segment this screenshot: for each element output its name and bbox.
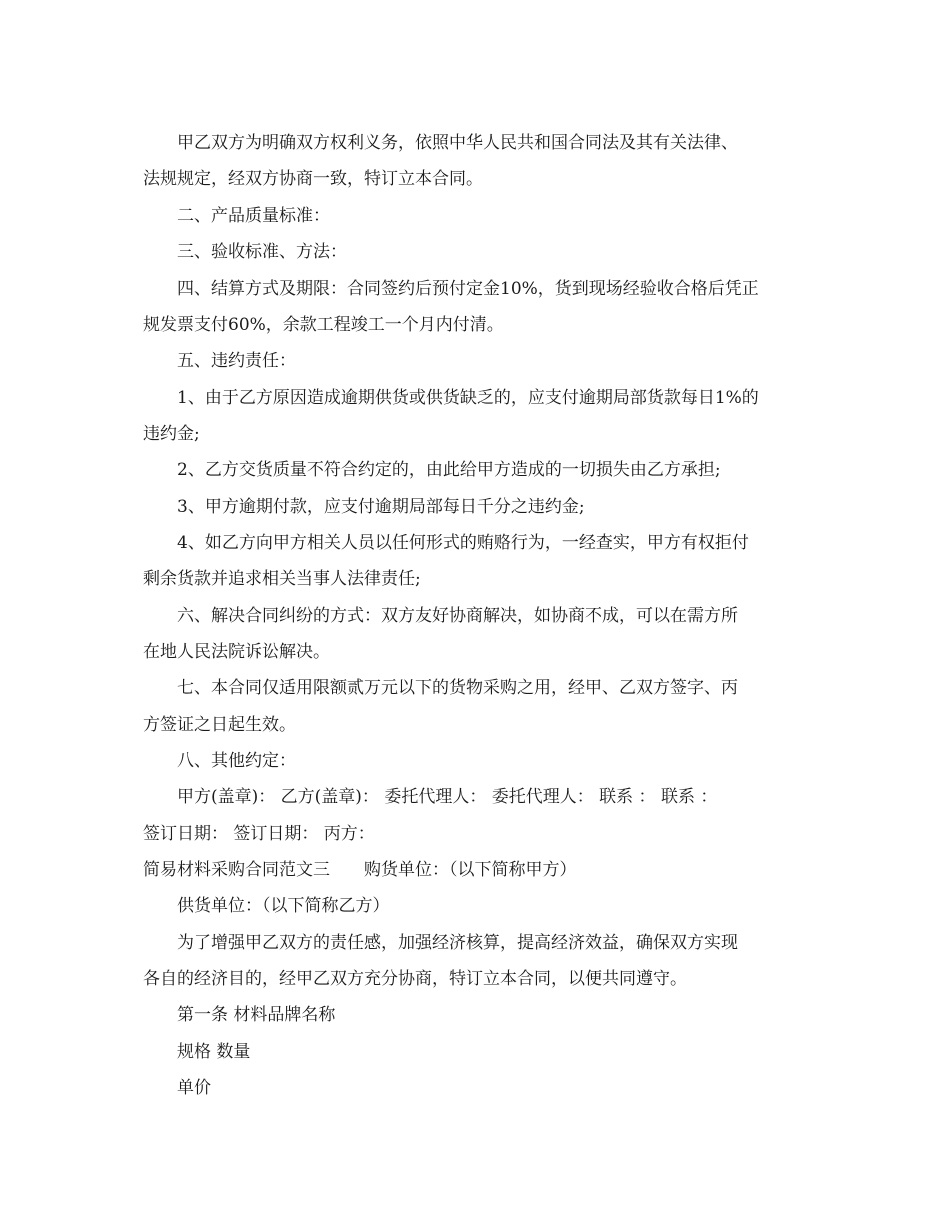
paragraph-line: 四、结算方式及期限：合同签约后预付定金10%，货到现场经验收合格后凭正: [177, 279, 759, 299]
paragraph-line: 1、由于乙方原因造成逾期供货或供货缺乏的，应支付逾期局部货款每日1%的: [177, 388, 759, 408]
paragraph-line: 供货单位：（以下简称乙方）: [177, 896, 390, 916]
paragraph-line: 违约金;: [143, 424, 200, 444]
paragraph-line: 在地人民法院诉讼解决。: [143, 642, 330, 662]
paragraph-line: 甲乙双方为明确双方权利义务，依照中华人民共和国合同法及其有关法律、: [177, 133, 738, 153]
paragraph-line: 单价: [177, 1078, 211, 1098]
section-heading: 二、产品质量标准：: [177, 206, 330, 226]
signature-line: 甲方(盖章)： 乙方(盖章)： 委托代理人： 委托代理人： 联系 ： 联系 ：: [177, 787, 718, 807]
paragraph-line: 3、甲方逾期付款，应支付逾期局部每日千分之违约金;: [177, 497, 585, 517]
section-heading: 第一条 材料品牌名称: [177, 1005, 336, 1025]
paragraph-line: 各自的经济目的，经甲乙双方充分协商，特订立本合同，以便共同遵守。: [143, 969, 687, 989]
paragraph-line: 七、本合同仅适用限额贰万元以下的货物采购之用，经甲、乙双方签字、丙: [177, 678, 738, 698]
paragraph-line: 规格 数量: [177, 1042, 251, 1062]
paragraph-line: 规发票支付60%，余款工程竣工一个月内付清。: [143, 315, 504, 335]
signature-line: 签订日期： 签订日期： 丙方：: [143, 824, 375, 844]
paragraph-line: 为了增强甲乙双方的责任感，加强经济核算，提高经济效益，确保双方实现: [177, 933, 738, 953]
section-heading: 五、违约责任：: [177, 351, 296, 371]
section-heading: 三、验收标准、方法：: [177, 242, 347, 262]
paragraph-line: 2、乙方交货质量不符合约定的，由此给甲方造成的一切损失由乙方承担;: [177, 460, 721, 480]
document-title-line: 简易材料采购合同范文三 购货单位：（以下简称甲方）: [143, 860, 577, 880]
paragraph-line: 六、解决合同纠纷的方式：双方友好协商解决，如协商不成，可以在需方所: [177, 606, 738, 626]
section-heading: 八、其他约定：: [177, 751, 296, 771]
paragraph-line: 剩余货款并追求相关当事人法律责任;: [143, 569, 421, 589]
paragraph-line: 法规规定，经双方协商一致，特订立本合同。: [143, 169, 483, 189]
paragraph-line: 4、如乙方向甲方相关人员以任何形式的贿赂行为，一经查实，甲方有权拒付: [177, 533, 749, 553]
paragraph-line: 方签证之日起生效。: [143, 715, 296, 735]
